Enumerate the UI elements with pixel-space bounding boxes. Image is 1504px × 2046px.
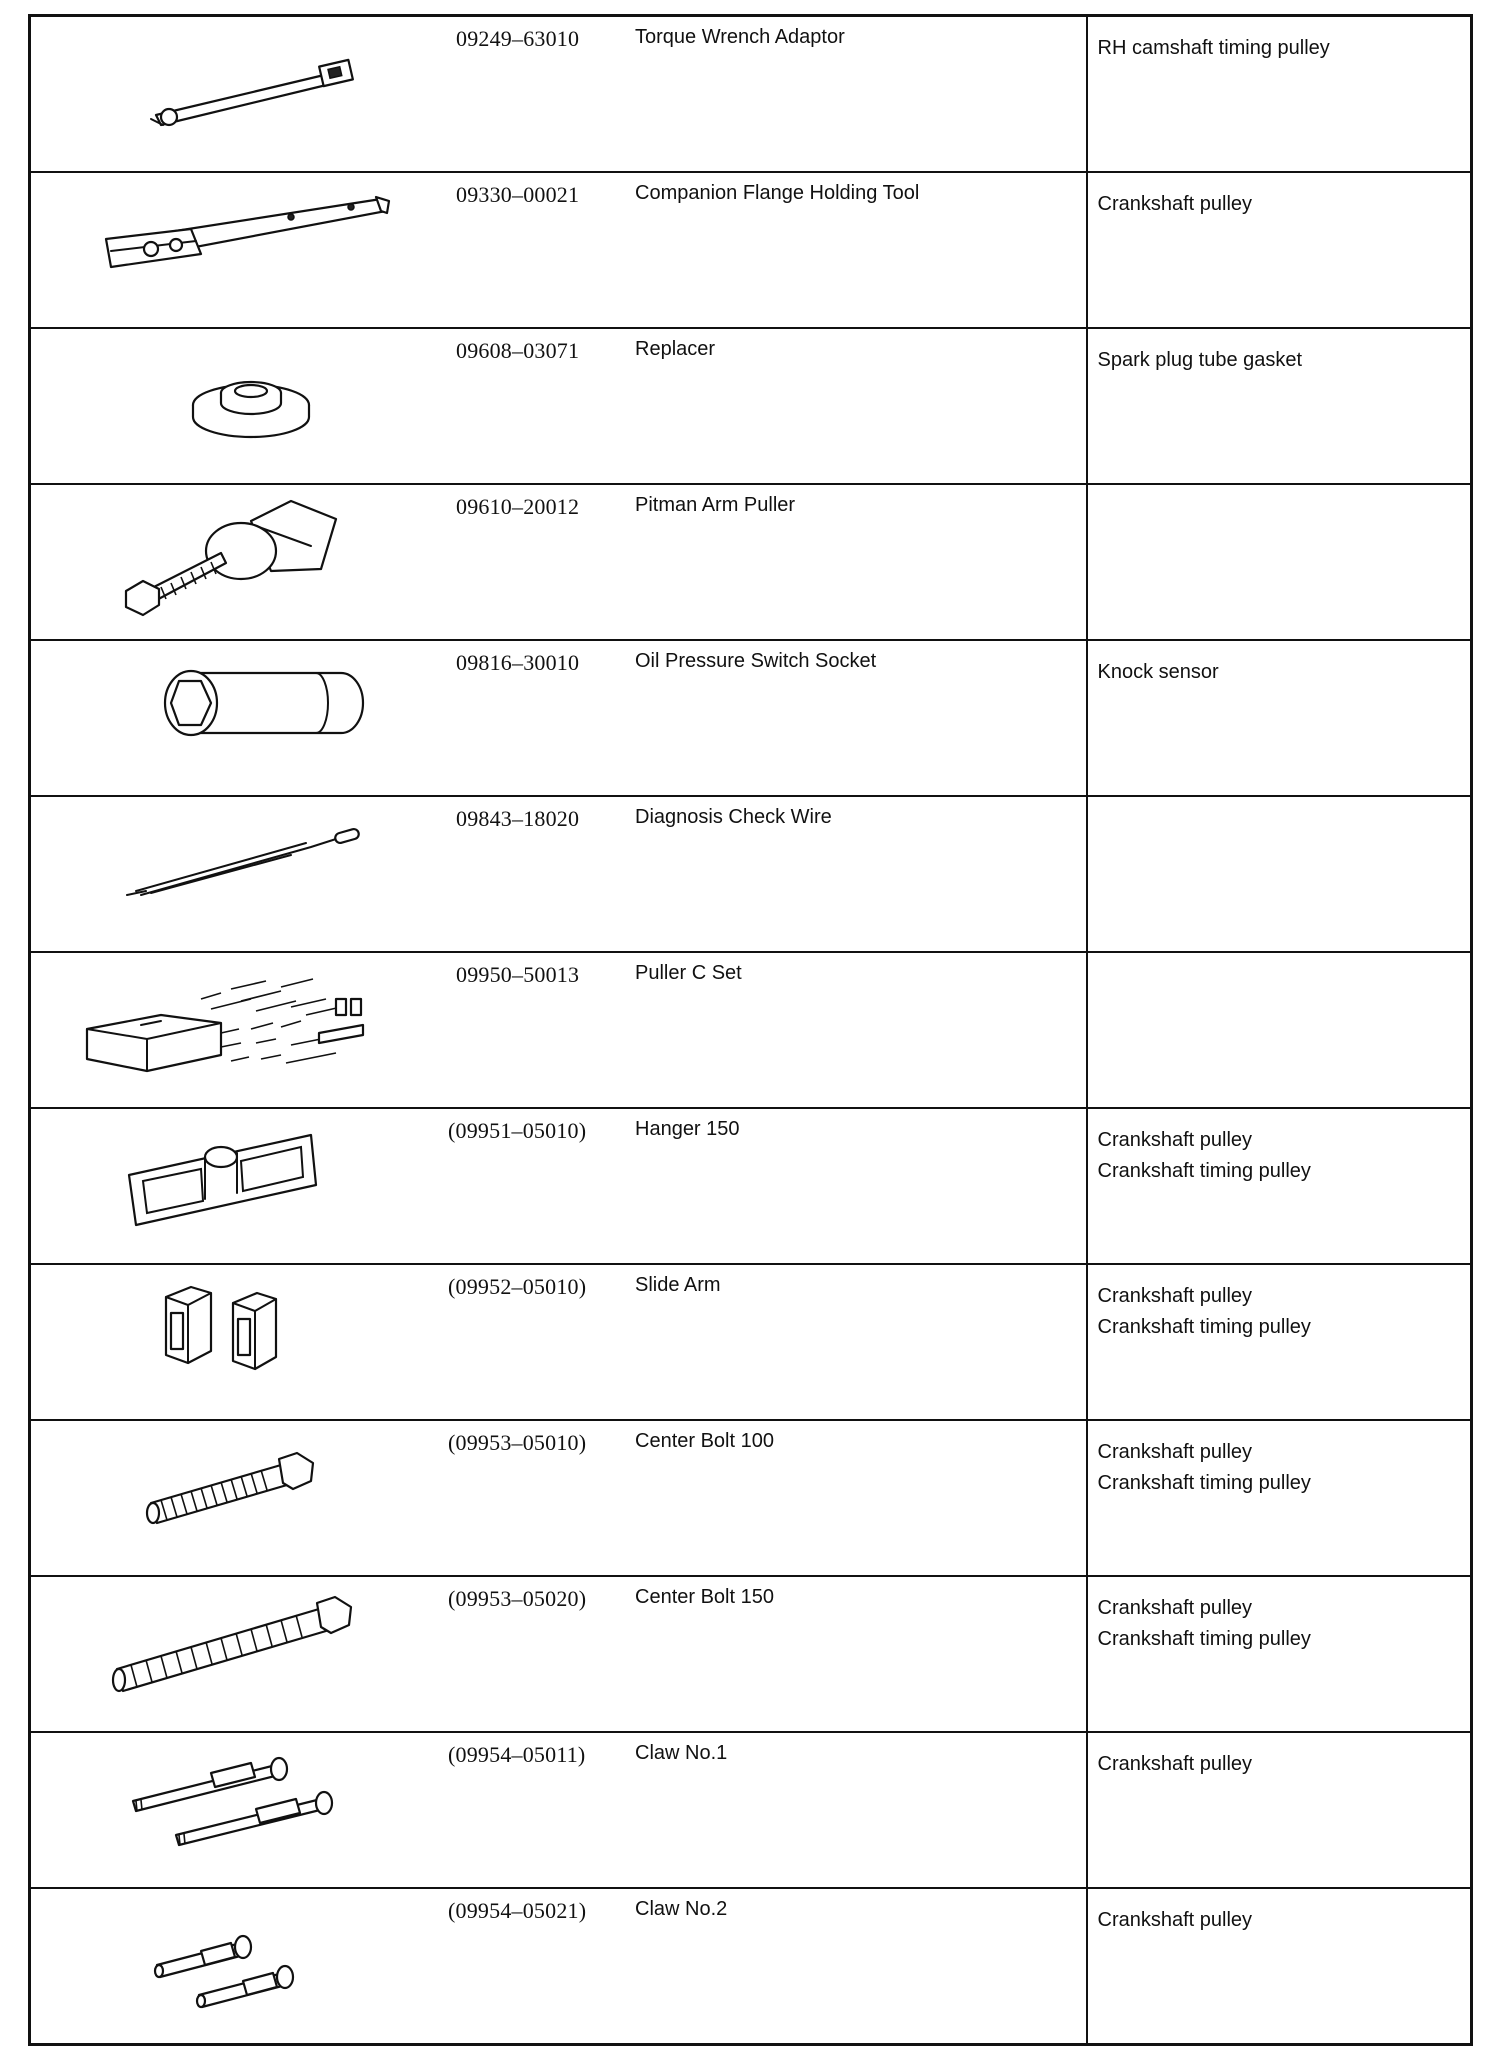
tool-use: Crankshaft pulley (1097, 1753, 1253, 1775)
special-service-tools-table (28, 14, 1473, 2046)
hanger-icon (51, 1115, 451, 1243)
tool-name: Diagnosis Check Wire (635, 806, 832, 828)
puller-set-icon (51, 959, 451, 1087)
table-row (30, 1264, 1472, 1420)
part-number: 09610–20012 (456, 494, 580, 519)
torque-wrench-adaptor-icon (51, 23, 451, 151)
tool-use-cell (1087, 1888, 1472, 2045)
center-bolt-long-icon (51, 1583, 451, 1711)
table-row (30, 172, 1472, 328)
tool-use-cell (1087, 640, 1472, 796)
tool-use-cell (1087, 1420, 1472, 1576)
table-row (30, 328, 1472, 484)
part-number: (09953–05020) (448, 1586, 587, 1611)
tool-use: Knock sensor (1097, 661, 1219, 683)
tool-name: Puller C Set (635, 962, 742, 984)
tool-name: Pitman Arm Puller (635, 494, 796, 516)
part-number: 09816–30010 (456, 650, 580, 675)
center-bolt-icon (51, 1427, 451, 1555)
part-number: (09952–05010) (448, 1274, 587, 1299)
flange-holding-tool-icon (51, 179, 451, 307)
tool-name: Slide Arm (635, 1274, 721, 1296)
tool-use: Crankshaft pulley (1097, 193, 1253, 215)
table-row (30, 952, 1472, 1108)
tool-name: Claw No.1 (635, 1742, 728, 1764)
table-row (30, 1108, 1472, 1264)
check-wire-icon (51, 803, 451, 931)
tool-name: Claw No.2 (635, 1898, 728, 1920)
tool-use-cell (1087, 328, 1472, 484)
table-row (30, 1732, 1472, 1888)
tool-use: Spark plug tube gasket (1097, 349, 1303, 371)
table-row (30, 1888, 1472, 2045)
tool-use-cell (1087, 952, 1472, 1108)
claw-icon (51, 1739, 451, 1867)
tool-use: RH camshaft timing pulley (1097, 37, 1330, 59)
tool-use: Crankshaft timing pulley (1097, 1160, 1311, 1182)
table-row (30, 1576, 1472, 1732)
tool-use: Crankshaft pulley (1097, 1909, 1253, 1931)
claw-short-icon (51, 1895, 451, 2023)
socket-icon (51, 647, 451, 775)
tool-use-cell (1087, 484, 1472, 640)
part-number: 09249–63010 (456, 26, 580, 51)
part-number: 09608–03071 (456, 338, 580, 363)
tool-use-cell (1087, 1576, 1472, 1732)
part-number: (09951–05010) (448, 1118, 587, 1143)
tool-use: Crankshaft pulley (1097, 1441, 1253, 1463)
tool-name: Center Bolt 100 (635, 1430, 774, 1452)
slide-arm-icon (51, 1271, 451, 1399)
tool-use-cell (1087, 16, 1472, 173)
part-number: 09843–18020 (456, 806, 580, 831)
tool-use-cell (1087, 796, 1472, 952)
tool-use: Crankshaft pulley (1097, 1285, 1253, 1307)
tool-use-cell (1087, 1732, 1472, 1888)
tool-use-cell (1087, 1264, 1472, 1420)
tool-use-cell (1087, 172, 1472, 328)
part-number: 09330–00021 (456, 182, 580, 207)
replacer-icon (51, 335, 451, 463)
table-row (30, 796, 1472, 952)
tool-name: Companion Flange Holding Tool (635, 182, 920, 204)
table-row (30, 1420, 1472, 1576)
pitman-arm-puller-icon (51, 491, 451, 619)
tool-use: Crankshaft pulley (1097, 1597, 1253, 1619)
part-number: (09954–05021) (448, 1898, 587, 1923)
part-number: 09950–50013 (456, 962, 580, 987)
tool-use: Crankshaft pulley (1097, 1129, 1253, 1151)
part-number: (09953–05010) (448, 1430, 587, 1455)
tool-name: Replacer (635, 338, 716, 360)
tool-name: Oil Pressure Switch Socket (635, 650, 877, 672)
tool-name: Center Bolt 150 (635, 1586, 774, 1608)
tool-use: Crankshaft timing pulley (1097, 1472, 1311, 1494)
part-number: (09954–05011) (448, 1742, 586, 1767)
tool-use: Crankshaft timing pulley (1097, 1316, 1311, 1338)
table-row (30, 640, 1472, 796)
tool-name: Torque Wrench Adaptor (635, 26, 845, 48)
tool-use: Crankshaft timing pulley (1097, 1628, 1311, 1650)
table-row (30, 16, 1472, 173)
tool-name: Hanger 150 (635, 1118, 740, 1140)
table-row (30, 484, 1472, 640)
tool-use-cell (1087, 1108, 1472, 1264)
